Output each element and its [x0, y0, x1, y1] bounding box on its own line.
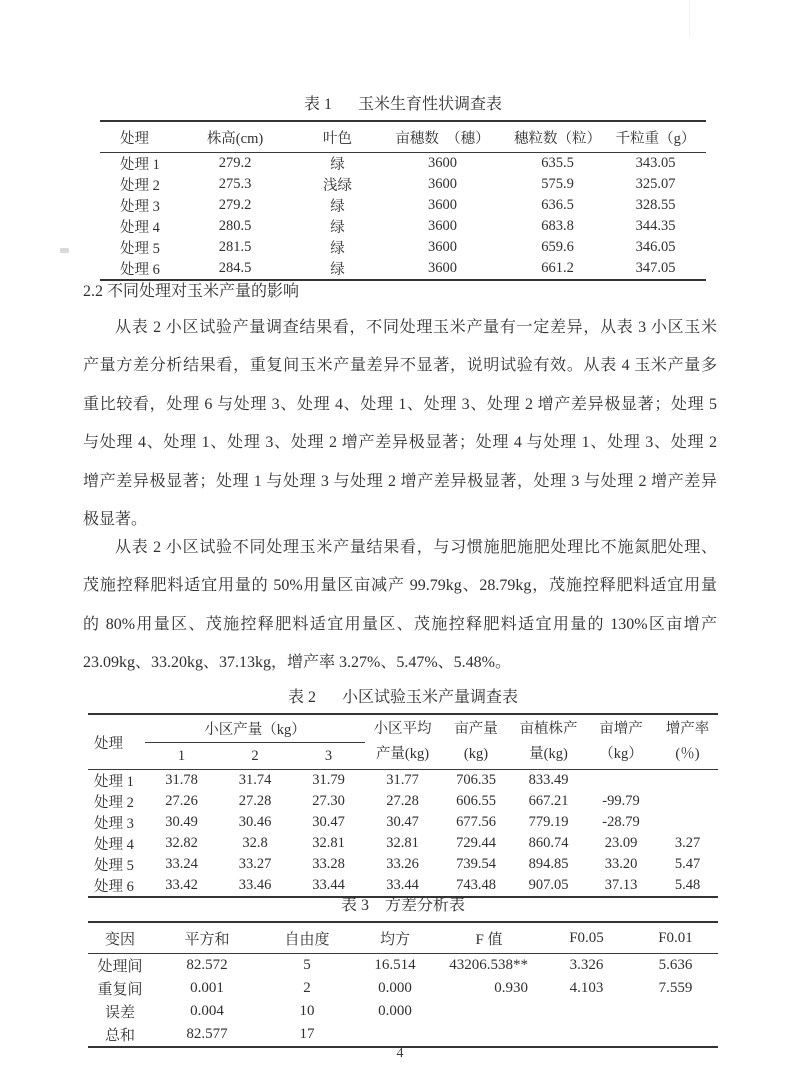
table1-col-header: 叶色 [323, 130, 352, 147]
table-row [88, 812, 718, 833]
table-row [88, 875, 718, 897]
paragraph-line: 从表 2 小区试验产量调查结果看，不同处理玉米产量有一定差异，从表 3 小区玉米 [115, 319, 717, 336]
table-cell: 处理 3 [94, 816, 134, 832]
table3 [88, 921, 718, 1048]
table-cell: 635.5 [541, 155, 574, 171]
paragraph-line: 与处理 4、处理 1、处理 3、处理 2 增产差异极显著；处理 4 与处理 1、处理 3、处理 2 [83, 434, 717, 452]
table2-subcol-header: 2 [251, 747, 259, 764]
table2-header [88, 714, 718, 770]
table-cell [540, 1000, 633, 1023]
paragraph-2 [83, 529, 717, 683]
table3-title-label: 表 3 [340, 897, 369, 914]
table-cell: 0.930 [494, 980, 528, 996]
table-cell: 5.47 [674, 856, 701, 872]
table1-section [100, 94, 706, 281]
table2-title-label: 表 2 [287, 689, 316, 706]
table-cell: 处理 3 [120, 199, 160, 215]
table1 [100, 120, 706, 281]
table-cell: -99.79 [602, 793, 640, 809]
table-cell: 743.48 [456, 877, 496, 893]
table1-title-text: 玉米生育性状调查表 [358, 96, 503, 113]
table-cell: 677.56 [456, 814, 496, 830]
table-cell: 33.44 [312, 877, 345, 893]
table-cell: 284.5 [218, 260, 252, 276]
paragraph-line: 产量方差分析结果看，重复间玉米产量差异不显著，说明试验有效。从表 4 玉米产量多 [83, 357, 717, 375]
table-cell: 处理 2 [120, 178, 160, 194]
table-cell: 33.26 [386, 856, 419, 872]
table1-col-header: 处理 [120, 130, 149, 147]
header-line: 小区平均 [373, 721, 432, 737]
table2-subcol-header: 1 [177, 747, 186, 764]
table2-col-header [657, 714, 718, 770]
table-row [100, 237, 706, 258]
table3-col-header: 变因 [104, 931, 135, 948]
table-cell: -28.79 [602, 814, 640, 830]
table3-section [88, 895, 718, 1048]
table1-title [100, 94, 706, 116]
table-cell: 344.35 [635, 218, 676, 234]
table-cell: 绿 [330, 157, 345, 173]
table-cell: 浅绿 [323, 178, 352, 194]
table-cell: 23.09 [604, 835, 638, 851]
table1-col-header: 千粒重（g） [615, 130, 696, 147]
table-row [100, 216, 706, 237]
table-cell: 3600 [428, 218, 457, 234]
table-cell: 3600 [428, 197, 457, 213]
table-cell: 3.326 [569, 957, 604, 973]
table-cell: 0.000 [378, 1003, 412, 1019]
table-cell: 32.81 [386, 835, 419, 851]
table-cell: 575.9 [541, 176, 574, 192]
table-cell [657, 770, 718, 792]
table-cell [585, 770, 657, 792]
table-cell: 37.13 [604, 877, 638, 893]
table-cell [540, 1023, 633, 1047]
header-line: (kg) [463, 746, 489, 762]
section-heading: 2.2 不同处理对玉米产量的影响 [83, 283, 300, 300]
table-row [88, 1023, 718, 1047]
header-line: 亩植株产 [519, 721, 578, 737]
table3-col-header: F 值 [475, 931, 503, 948]
table-cell: 处理 5 [94, 858, 134, 874]
table-cell: 7.559 [658, 980, 693, 996]
table-cell: 779.19 [528, 814, 569, 830]
table-cell: 总和 [104, 1028, 135, 1044]
table-cell: 27.26 [165, 793, 198, 809]
table-cell: 33.46 [238, 877, 272, 893]
table2-col-header [512, 714, 585, 770]
table-cell: 处理 4 [120, 220, 160, 236]
table-cell [438, 1000, 540, 1023]
table-cell [657, 791, 718, 812]
table2-col-header [365, 714, 440, 770]
table-cell: 处理 6 [120, 262, 160, 278]
table-cell: 280.5 [218, 218, 252, 234]
table-row [88, 977, 718, 1000]
table-cell: 绿 [330, 241, 345, 257]
paragraph-line: 的 80%用量区、茂施控释肥料适宜用量区、茂施控释肥料适宜用量的 130%区亩增产 [83, 615, 717, 633]
table-cell: 659.6 [541, 239, 574, 255]
table3-col-header: 平方和 [184, 931, 230, 948]
table2-section [88, 687, 718, 898]
table1-body [100, 153, 706, 281]
table-cell: 82.572 [186, 957, 228, 973]
table-cell: 667.21 [528, 793, 569, 809]
table-cell: 33.20 [604, 856, 638, 872]
table-cell: 706.35 [456, 772, 496, 788]
table-row [100, 153, 706, 175]
table3-title [88, 895, 718, 917]
table-cell: 重复间 [97, 982, 143, 998]
paragraph-line: 极显著。 [83, 510, 148, 528]
table-row [100, 174, 706, 195]
page-number: 4 [396, 1046, 404, 1061]
table-cell [633, 1023, 718, 1047]
table-cell: 275.3 [218, 176, 252, 192]
table-cell: 32.82 [165, 835, 198, 851]
table2-title [88, 687, 718, 709]
table-cell: 328.55 [635, 197, 676, 213]
table-cell: 683.8 [541, 218, 574, 234]
table-cell: 346.05 [635, 239, 676, 255]
table2 [88, 713, 718, 898]
table-cell: 729.44 [456, 835, 496, 851]
table3-col-header: F0.05 [569, 929, 604, 946]
table3-col-header: F0.01 [658, 929, 693, 946]
table3-header [88, 922, 718, 954]
table-cell: 0.000 [378, 980, 412, 996]
table-cell: 27.28 [386, 793, 419, 809]
table-cell: 处理间 [97, 959, 143, 975]
table-cell: 32.8 [242, 835, 268, 851]
table1-title-label: 表 1 [303, 96, 332, 113]
table1-header [100, 121, 706, 153]
table2-col-header: 处理 [94, 735, 123, 752]
table-cell: 661.2 [541, 260, 574, 276]
header-line: 亩产量 [454, 721, 498, 737]
table-cell: 279.2 [218, 155, 252, 171]
table-cell: 30.47 [386, 814, 419, 830]
table-cell: 279.2 [218, 197, 252, 213]
table-cell: 0.004 [190, 1003, 224, 1019]
table-cell: 347.05 [635, 260, 676, 276]
header-line: 量(kg) [529, 746, 568, 762]
table-row [88, 954, 718, 978]
table-cell: 32.81 [312, 835, 345, 851]
table-cell: 17 [299, 1026, 315, 1042]
paragraph-line: 23.09kg、33.20kg、37.13kg，增产率 3.27%、5.47%、5.48%。 [83, 654, 511, 672]
paragraph-line: 茂施控释肥料适宜用量的 50%用量区亩减产 99.79kg、28.79kg，茂施控释肥料适宜用量 [83, 577, 717, 595]
table2-subcol-header: 3 [324, 747, 333, 764]
table3-title-text: 方差分析表 [385, 897, 466, 914]
header-line: 增产率 [665, 721, 710, 737]
table-cell: 10 [299, 1003, 315, 1019]
table-cell: 30.49 [165, 814, 198, 830]
header-line: 产量(kg) [375, 746, 430, 762]
table-cell: 3.27 [674, 835, 701, 851]
table2-col-header [585, 714, 657, 770]
header-line: （kg） [599, 746, 643, 762]
table-cell: 30.47 [312, 814, 345, 830]
table2-group-header: 小区产量（kg） [145, 714, 365, 743]
table-cell [438, 1023, 540, 1047]
scan-artifact [60, 248, 69, 253]
paragraph-1 [83, 309, 717, 539]
table-cell: 绿 [330, 220, 345, 236]
table-row [88, 833, 718, 854]
table3-col-header: 自由度 [284, 931, 330, 948]
table-cell: 82.577 [186, 1026, 228, 1042]
table-cell: 5.48 [674, 877, 701, 893]
table2-col-header [440, 714, 512, 770]
table-cell: 739.54 [456, 856, 496, 872]
table-cell: 处理 2 [94, 795, 134, 811]
table-cell: 处理 1 [94, 774, 134, 790]
paragraph-line: 增产差异极显著；处理 1 与处理 3 与处理 2 增产差异极显著，处理 3 与处理 2 增产差异 [83, 472, 717, 490]
table-cell: 4.103 [569, 980, 604, 996]
table-cell: 860.74 [528, 835, 569, 851]
table-cell: 907.05 [528, 877, 569, 893]
table-cell: 绿 [330, 199, 345, 215]
table-cell: 33.27 [238, 856, 272, 872]
paragraph-line: 从表 2 小区试验不同处理玉米产量结果看，与习惯施肥施肥处理比不施氮肥处理、 [115, 539, 717, 556]
table-cell: 处理 4 [94, 837, 134, 853]
table-cell: 3600 [428, 155, 457, 171]
table-cell: 894.85 [528, 856, 569, 872]
table-cell: 33.24 [165, 856, 198, 872]
table-cell: 30.46 [238, 814, 272, 830]
table-cell: 31.79 [312, 772, 345, 788]
table-cell: 43206.538** [449, 957, 528, 973]
table1-col-header: 株高(cm) [206, 130, 264, 147]
scan-artifact [689, 0, 690, 36]
header-line: 亩增产 [599, 721, 643, 737]
table-cell: 325.07 [635, 176, 676, 192]
table-cell: 281.5 [218, 239, 252, 255]
table2-title-text: 小区试验玉米产量调查表 [342, 689, 519, 706]
table-cell: 31.74 [238, 772, 272, 788]
table-cell: 误差 [104, 1005, 135, 1021]
table1-col-header: 穗粒数（粒） [514, 130, 601, 147]
table-row [88, 791, 718, 812]
table-cell [657, 812, 718, 833]
paragraph-line: 重比较看，处理 6 与处理 3、处理 4、处理 1、处理 3、处理 2 增产差异极显著；处理 5 [83, 395, 717, 413]
table3-col-header: 均方 [379, 931, 410, 948]
table-cell: 16.514 [374, 957, 416, 973]
table-row [88, 770, 718, 792]
table-cell: 343.05 [635, 155, 676, 171]
table-cell: 33.28 [312, 856, 345, 872]
table-cell: 5.636 [658, 957, 693, 973]
table-cell: 2 [303, 980, 311, 996]
table-cell: 31.78 [165, 772, 198, 788]
table-cell: 31.77 [386, 772, 419, 788]
table-cell: 27.28 [238, 793, 272, 809]
table-row [100, 195, 706, 216]
header-line: (％) [675, 746, 700, 762]
table-cell: 绿 [330, 262, 345, 278]
table-row [88, 1000, 718, 1023]
table-cell: 处理 6 [94, 879, 134, 895]
table-cell: 处理 1 [120, 157, 160, 173]
table-cell [633, 1000, 718, 1023]
table-cell: 3600 [428, 239, 457, 255]
table-cell: 636.5 [541, 197, 574, 213]
table-row [100, 258, 706, 280]
table-row [88, 854, 718, 875]
table-cell: 606.55 [456, 793, 496, 809]
table2-body [88, 770, 718, 898]
table-cell: 27.30 [312, 793, 345, 809]
table-cell: 3600 [428, 176, 457, 192]
table-cell: 33.42 [165, 877, 198, 893]
table-cell: 处理 5 [120, 241, 160, 257]
table-cell: 3600 [428, 260, 457, 276]
table-cell: 5 [303, 957, 311, 973]
table1-col-header: 亩穗数 （穗） [395, 130, 490, 147]
table-cell: 0.001 [190, 980, 224, 996]
table-cell [352, 1023, 438, 1047]
table3-body [88, 954, 718, 1048]
table-cell: 33.44 [386, 877, 419, 893]
table-cell: 833.49 [528, 772, 569, 788]
